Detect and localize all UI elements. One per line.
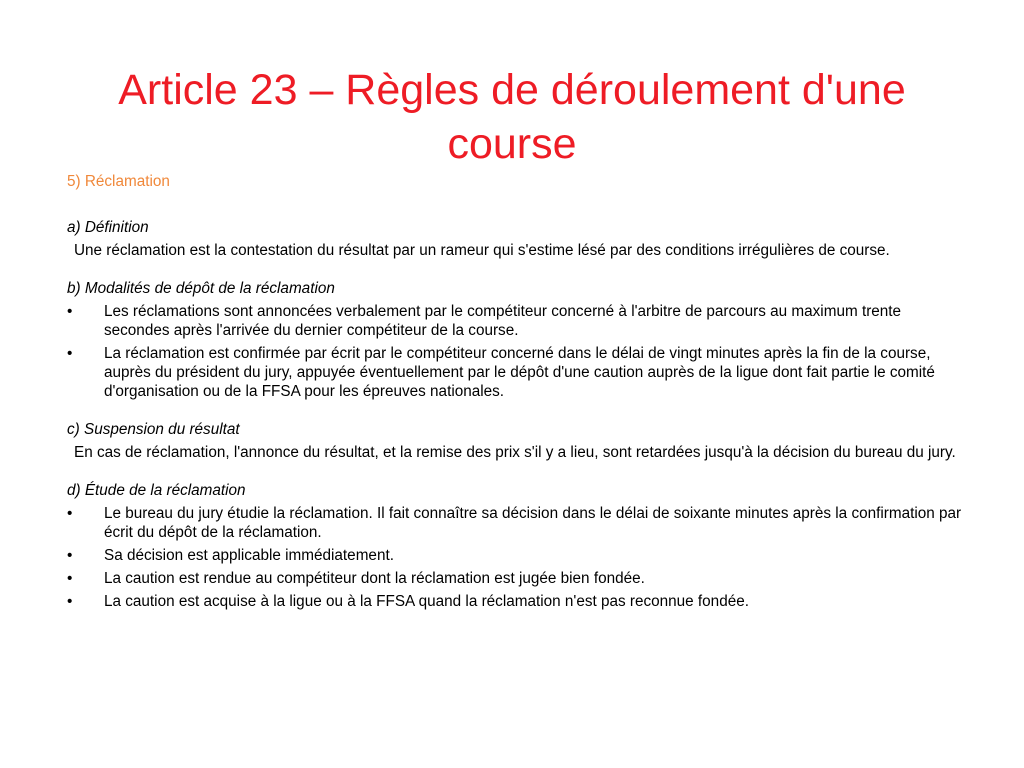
list-item (67, 302, 967, 340)
list-item-text: La caution est acquise à la ligue ou à la FFSA quand la réclamation n'est pas reconnue fondée. (104, 593, 749, 610)
list-item (67, 592, 967, 611)
list-item-text: La caution est rendue au compétiteur dont la réclamation est jugée bien fondée. (104, 570, 645, 587)
subsection-heading-modalites: b) Modalités de dépôt de la réclamation (67, 280, 335, 297)
slide-body (67, 172, 967, 630)
bullet-icon: • (67, 547, 73, 564)
list-item-text: Sa décision est applicable immédiatement. (104, 547, 394, 564)
bullet-icon: • (67, 303, 73, 320)
list-item-text: Les réclamations sont annoncées verbalement par le compétiteur concerné à l'arbitre de parcours au maximum trente secondes après l'arrivée du dernier compétiteur de la course. (104, 303, 902, 339)
definition-paragraph: Une réclamation est la contestation du résultat par un rameur qui s'estime lésé par des conditions irrégulières de course. (74, 242, 890, 259)
list-item-text: La réclamation est confirmée par écrit par le compétiteur concerné dans le délai de vingt minutes après la fin de la course, auprès du président du jury, appuyée éventuellement par le dépôt d'une caution auprès de la ligue dont fait partie le comité d'organisation ou de la FFSA pour les épreuves nationales. (104, 345, 935, 400)
bullet-icon: • (67, 505, 73, 522)
list-item (67, 344, 967, 401)
slide-title: Article 23 – Règles de déroulement d'une course (118, 65, 906, 168)
list-item (67, 546, 967, 565)
subsection-heading-suspension: c) Suspension du résultat (67, 421, 240, 438)
modalites-bullet-list (67, 302, 967, 401)
list-item (67, 569, 967, 588)
section-heading: 5) Réclamation (67, 173, 170, 190)
list-item (67, 504, 967, 542)
bullet-icon: • (67, 593, 73, 610)
suspension-paragraph: En cas de réclamation, l'annonce du résultat, et la remise des prix s'il y a lieu, sont retardées jusqu'à la décision du bureau du jury. (74, 444, 956, 461)
etude-bullet-list (67, 504, 967, 611)
bullet-icon: • (67, 570, 73, 587)
bullet-icon: • (67, 345, 73, 362)
subsection-heading-definition: a) Définition (67, 219, 149, 236)
subsection-heading-etude: d) Étude de la réclamation (67, 482, 246, 499)
list-item-text: Le bureau du jury étudie la réclamation. Il fait connaître sa décision dans le délai de soixante minutes après la confirmation par écrit du dépôt de la réclamation. (104, 505, 962, 541)
